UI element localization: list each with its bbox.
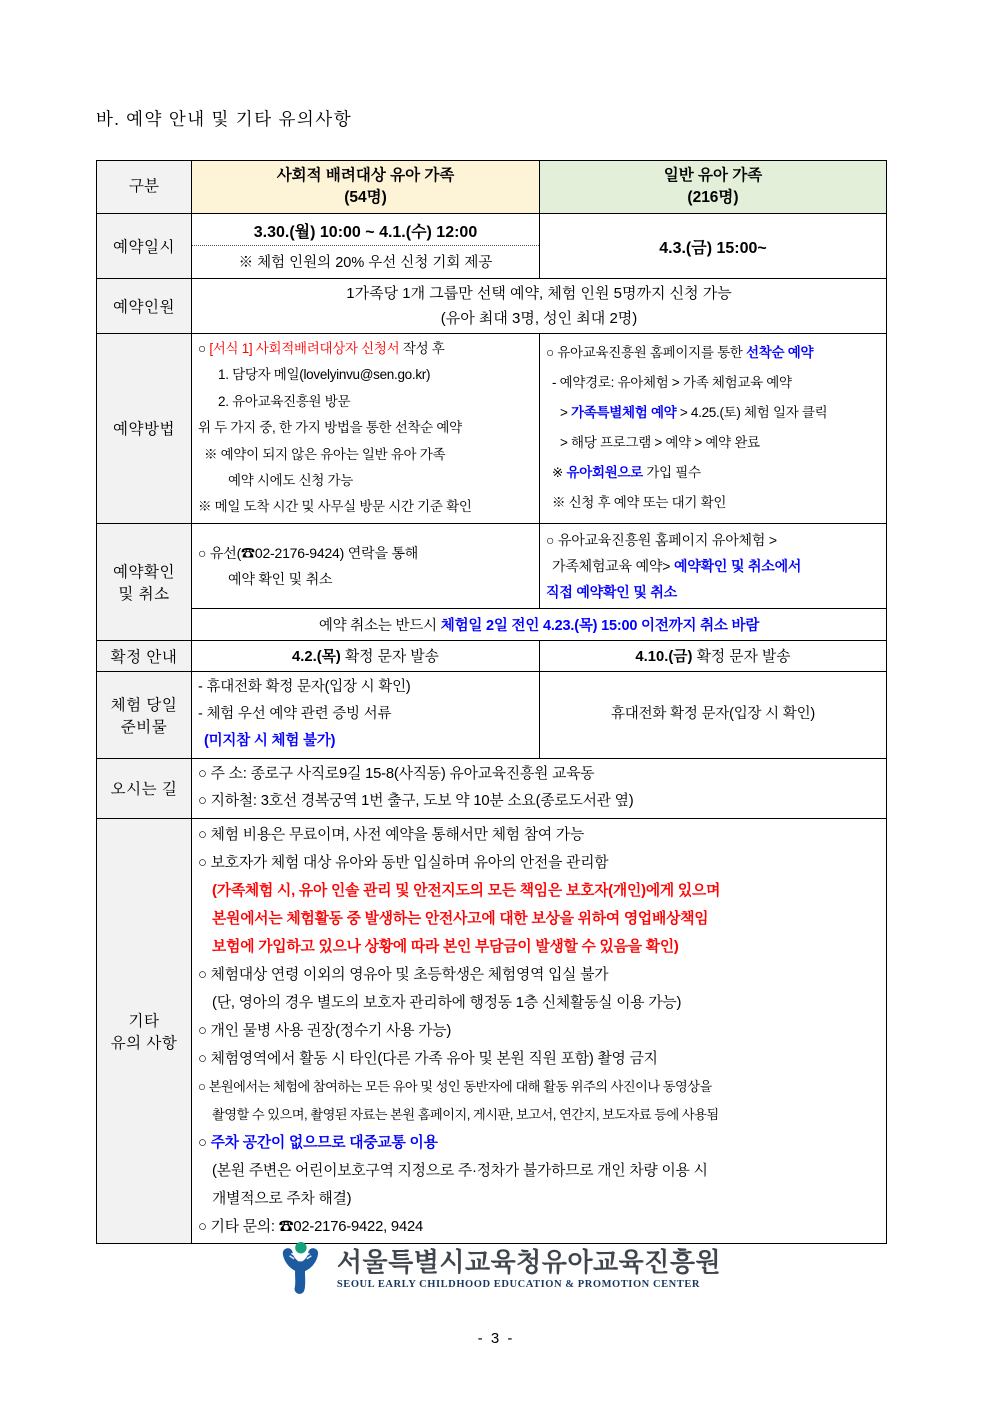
label-prepare-items: 체험 당일 준비물	[97, 671, 192, 758]
social-date: 3.30.(월) 10:00 ~ 4.1.(수) 12:00	[192, 215, 539, 246]
etc-line-contact: ○ 기타 문의: ☎02-2176-9422, 9424	[198, 1218, 424, 1235]
confirm-general-line1: ○ 유아교육진흥원 홈페이지 유아체험 >	[546, 531, 777, 548]
row-reservation-datetime	[97, 214, 887, 279]
cell-directions	[192, 758, 887, 818]
etc-line-media-1: ○ 본원에서는 체험에 참여하는 모든 유아 및 성인 동반자에 대해 활동 위주의 사진이나 동영상을	[198, 1078, 712, 1094]
circle-bullet: ○	[198, 341, 210, 356]
cell-notice-general: 4.10.(금) 확정 문자 발송	[540, 640, 887, 671]
method-social-line3: 2. 유아교육진흥원 방문	[218, 393, 351, 409]
cell-method-general	[540, 334, 887, 524]
social-date-note: ※ 체험 인원의 20% 우선 신청 기회 제공	[238, 255, 493, 271]
method-social-line2: 1. 담당자 메일(lovelyinvu@sen.go.kr)	[218, 367, 431, 383]
cell-social-datetime	[192, 214, 540, 279]
confirm-blue-text-2: 직접 예약확인 및 취소	[546, 583, 677, 600]
confirm-general-line2: 가족체험교육 예약> 예약확인 및 취소에서	[552, 557, 802, 574]
cell-confirm-social	[192, 523, 540, 608]
method-social-line1: ○ [서식 1] 사회적배려대상자 신청서 작성 후	[198, 341, 445, 356]
general-date: 4.3.(금) 15:00~	[540, 214, 887, 279]
confirm-social-line1: ○ 유선(☎02-2176-9424) 연락을 통해	[198, 544, 419, 561]
method-general-line3: > 가족특별체험 예약 > 4.25.(토) 체험 일자 클릭	[560, 405, 828, 421]
method-social-line5: ※ 예약이 되지 않은 유아는 일반 유아 가족	[204, 446, 446, 462]
etc-line-water-bottle: ○ 개인 물병 사용 권장(정수기 사용 가능)	[198, 1022, 452, 1039]
org-name-english: SEOUL EARLY CHILDHOOD EDUCATION & PROMOTION CENTER	[336, 1278, 701, 1290]
method-general-line1: ○ 유아교육진흥원 홈페이지를 통한 선착순 예약	[546, 345, 814, 361]
header-category: 구분	[97, 161, 192, 214]
cell-notice-social: 4.2.(목) 확정 문자 발송	[192, 640, 540, 671]
reservation-info-table	[96, 160, 887, 1244]
page-number: - 3 -	[477, 1330, 515, 1347]
org-name-korean: 서울특별시교육청유아교육진흥원	[336, 1247, 722, 1278]
footer-logo	[0, 1240, 992, 1298]
label-reservation-datetime: 예약일시	[97, 214, 192, 279]
notice-social-date: 4.2.(목)	[292, 649, 341, 666]
row-etc-notes	[97, 818, 887, 1243]
etc-line-liability-1-red-text: (가족체험 시, 유아 인솔 관리 및 안전지도의 모든 책임은 보호자(개인)에게 있으며	[212, 882, 721, 899]
etc-line-parking-note-2: 개별적으로 주차 해결)	[212, 1190, 352, 1207]
member-blue-text: 유아회원으로	[566, 465, 643, 481]
etc-line-parking-note-1: (본원 주변은 어린이보호구역 지정으로 주·정차가 불가하므로 개인 차량 이용 시	[212, 1162, 708, 1179]
method-social-line4: 위 두 가지 중, 한 가지 방법을 통한 선착순 예약	[198, 420, 462, 436]
etc-line-age-limit-note: (단, 영아의 경우 별도의 보호자 관리하에 행정동 1층 신체활동실 이용 가능)	[212, 994, 682, 1011]
etc-line-liability-3-red-text: 보험에 가입하고 있으나 상황에 따라 본인 부담금이 발생할 수 있음을 확인)	[212, 938, 679, 955]
cell-method-social	[192, 334, 540, 524]
etc-line-age-limit: ○ 체험대상 연령 이외의 영유아 및 초등학생은 체험영역 입실 불가	[198, 966, 609, 983]
cell-prepare-general: 휴대전화 확정 문자(입장 시 확인)	[540, 671, 887, 758]
header-general-title: 일반 유아 가족	[663, 166, 763, 184]
confirm-social-line2: 예약 확인 및 취소	[228, 570, 333, 587]
label-confirm-cancel: 예약확인 및 취소	[97, 523, 192, 640]
prepare-social-warning-blue-text: (미지참 시 체험 불가)	[204, 733, 336, 750]
parking-blue-text: 주차 공간이 없으므로 대중교통 이용	[210, 1134, 438, 1151]
cell-etc-notes	[192, 818, 887, 1243]
header-social-count: (54명)	[344, 189, 387, 206]
header-general-family	[540, 161, 887, 214]
label-reservation-method: 예약방법	[97, 334, 192, 524]
cancel-deadline-blue-text: 체험일 2일 전인 4.23.(목) 15:00 이전까지 취소 바람	[440, 617, 760, 634]
etc-line-free: ○ 체험 비용은 무료이며, 사전 예약을 통해서만 체험 참여 가능	[198, 826, 585, 843]
method-general-line6: ※ 신청 후 예약 또는 대기 확인	[552, 495, 727, 511]
org-name-block	[337, 1248, 721, 1290]
etc-line-no-photo: ○ 체험영역에서 활동 시 타인(다른 가족 유아 및 본원 직원 포함) 촬영 금지	[198, 1050, 658, 1067]
confirm-blue-text-1: 예약확인 및 취소에서	[673, 557, 802, 574]
org-logo-icon	[271, 1240, 329, 1298]
table-header-row	[97, 161, 887, 214]
method-form-red-text: [서식 1] 사회적배려대상자 신청서	[209, 341, 400, 356]
label-confirm-notice: 확정 안내	[97, 640, 192, 671]
row-prepare-items	[97, 671, 887, 758]
method-social-line7: ※ 메일 도착 시간 및 사무실 방문 시간 기준 확인	[198, 499, 472, 515]
prepare-social-line2: - 체험 우선 예약 관련 증빙 서류	[198, 706, 392, 723]
page-title: 바. 예약 안내 및 기타 유의사항	[96, 109, 353, 129]
row-reservation-people	[97, 279, 887, 334]
cell-confirm-general	[540, 523, 887, 608]
row-confirm-notice	[97, 640, 887, 671]
directions-address: ○ 주 소: 종로구 사직로9길 15-8(사직동) 유아교육진흥원 교육동	[198, 765, 595, 782]
header-social-family	[192, 161, 540, 214]
special-program-blue-text: 가족특별체험 예약	[571, 405, 677, 421]
method-general-line2: - 예약경로: 유아체험 > 가족 체험교육 예약	[552, 375, 792, 391]
people-line2: (유아 최대 3명, 성인 최대 2명)	[440, 310, 638, 327]
row-confirm-cancel	[97, 523, 887, 608]
people-line1: 1가족당 1개 그룹만 선택 예약, 체험 인원 5명까지 신청 가능	[346, 285, 732, 302]
method-general-line5: ※ 유아회원으로 가입 필수	[552, 465, 701, 481]
method-social-line6: 예약 시에도 신청 가능	[228, 473, 354, 489]
notice-general-date: 4.10.(금)	[635, 649, 693, 666]
label-directions: 오시는 길	[97, 758, 192, 818]
header-social-title: 사회적 배려대상 유아 가족	[276, 166, 455, 184]
label-etc-notes: 기타 유의 사항	[97, 818, 192, 1243]
etc-line-parking: ○ 주차 공간이 없으므로 대중교통 이용	[198, 1134, 438, 1151]
row-cancel-deadline	[97, 608, 887, 640]
directions-subway: ○ 지하철: 3호선 경복궁역 1번 출구, 도보 약 10분 소요(종로도서관 옆)	[198, 793, 634, 810]
prepare-social-line1: - 휴대전화 확정 문자(입장 시 확인)	[198, 679, 411, 696]
cell-cancel-deadline: 예약 취소는 반드시 체험일 2일 전인 4.23.(목) 15:00 이전까지 취소 바람	[192, 608, 887, 640]
label-reservation-people: 예약인원	[97, 279, 192, 334]
cell-people	[192, 279, 887, 334]
first-come-blue-text: 선착순 예약	[746, 345, 814, 361]
header-general-count: (216명)	[687, 189, 739, 206]
method-general-line4: > 해당 프로그램 > 예약 > 예약 완료	[560, 435, 760, 451]
etc-line-liability-2-red-text: 본원에서는 체험활동 중 발생하는 안전사고에 대한 보상을 위하여 영업배상책임	[212, 910, 709, 927]
cell-prepare-social	[192, 671, 540, 758]
etc-line-guardian: ○ 보호자가 체험 대상 유아와 동반 입실하며 유아의 안전을 관리함	[198, 854, 609, 871]
etc-line-media-2: 촬영할 수 있으며, 촬영된 자료는 본원 홈페이지, 게시판, 보고서, 연간지, 보도자료 등에 사용됨	[212, 1106, 719, 1122]
row-directions	[97, 758, 887, 818]
row-reservation-method	[97, 334, 887, 524]
